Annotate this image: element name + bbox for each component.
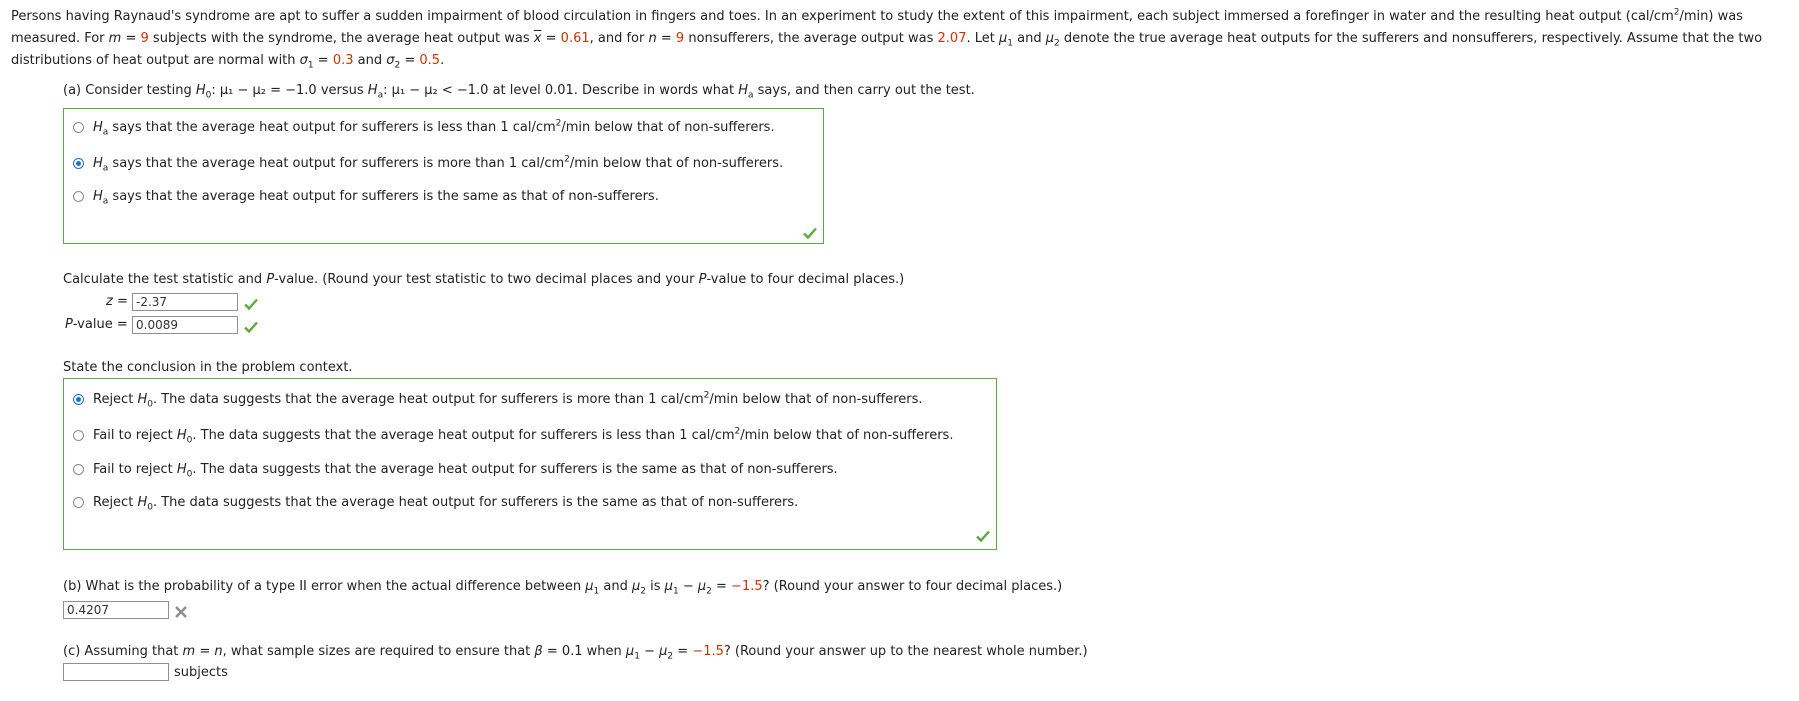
n-value: 9 <box>675 31 685 46</box>
correct-check-icon <box>244 298 258 310</box>
z-label: z = <box>106 294 128 309</box>
correct-check-icon <box>803 227 817 239</box>
radio-button[interactable] <box>73 122 84 133</box>
sigma1-value: 0.3 <box>332 53 354 68</box>
radio-button[interactable] <box>73 430 84 441</box>
z-stat-input[interactable]: -2.37 <box>132 293 238 311</box>
ybar-value: 2.07 <box>937 31 967 46</box>
part-a-question: (a) Consider testing $H_0$: μ₁ − μ₂ = −1.0 versus $H_a$: μ₁ − μ₂ < −1.0 at level 0.01. Describe in words what $H_a$ says, and then carry out the test. <box>63 83 975 101</box>
radio-button-selected[interactable] <box>73 394 84 405</box>
p-value-label: P-value = <box>65 317 128 332</box>
conclusion-option-3[interactable]: Fail to reject $H_0$. The data suggests that the average heat output for sufferers is the same as that of non-sufferers. <box>73 462 838 477</box>
ha-options-box <box>63 108 824 244</box>
part-c-question: (c) Assuming that m = n, what sample sizes are required to ensure that β = 0.1 when $\mu_1 - \mu_2 = -1.5$? (Round your answer up to the nearest whole number.) <box>63 644 1088 662</box>
correct-check-icon <box>976 530 990 542</box>
ha-option-3[interactable]: $H_a$ says that the average heat output for sufferers is the same as that of non-sufferers. <box>73 189 659 204</box>
subjects-label: subjects <box>174 665 228 680</box>
part-b-question: (b) What is the probability of a type II error when the actual difference between $\mu_1$ and $\mu_2$ is $\mu_1 - \mu_2 = -1.5$? (Round your answer to four decimal places.) <box>63 579 1063 597</box>
correct-check-icon <box>244 321 258 333</box>
sigma2-value: 0.5 <box>419 53 441 68</box>
radio-button-selected[interactable] <box>73 158 84 169</box>
ha-option-1[interactable]: $H_a$ says that the average heat output for sufferers is less than 1 cal/$cm^2/\min$ below that of non-sufferers. <box>73 120 775 135</box>
type-ii-error-input[interactable]: 0.4207 <box>63 601 169 619</box>
sample-size-input[interactable] <box>63 663 169 681</box>
radio-button[interactable] <box>73 464 84 475</box>
m-value: 9 <box>140 31 149 46</box>
radio-button[interactable] <box>73 191 84 202</box>
conclusion-option-1[interactable]: Reject $H_0$. The data suggests that the average heat output for sufferers is more than 1 cal/$cm^2/\min$ below that of non-sufferers. <box>73 392 923 407</box>
xbar-value: 0.61 <box>560 31 590 46</box>
conclusion-option-4[interactable]: Reject $H_0$. The data suggests that the average heat output for sufferers is the same as that of non-sufferers. <box>73 495 798 510</box>
conclusion-prompt: State the conclusion in the problem context. <box>63 360 353 375</box>
conclusion-options-box <box>63 378 997 550</box>
incorrect-x-icon <box>174 605 188 619</box>
radio-button[interactable] <box>73 497 84 508</box>
conclusion-option-2[interactable]: Fail to reject $H_0$. The data suggests that the average heat output for sufferers is less than 1 cal/$cm^2/\min$ below that of non-sufferers. <box>73 428 953 443</box>
p-value-input[interactable]: 0.0089 <box>132 316 238 334</box>
calc-prompt: Calculate the test statistic and P-value. (Round your test statistic to two decimal places and your P-value to four decimal places.) <box>63 272 905 287</box>
ha-option-2[interactable]: $H_a$ says that the average heat output for sufferers is more than 1 cal/$cm^2/\min$ below that of non-sufferers. <box>73 156 783 171</box>
problem-statement: Persons having Raynaud's syndrome are apt to suffer a sudden impairment of blood circulation in fingers and toes. In an experiment to study the extent of this impairment, each subject immersed a forefinger in water and the resulting heat output $(cal/cm^2/\min)$ was measured. For m = 9 subjects with the syndrome, the average heat output was $\overline{x} = 0.61$, and for n = 9 nonsufferers, the average output was 2.07. Let $\mu_1$ and $\mu_2$ denote the true average heat outputs for the sufferers and nonsufferers, respectively. Assume that the two distributions of heat output are normal with $\sigma_1 = 0.3$ and $\sigma_2 = 0.5$. <box>11 7 1763 71</box>
